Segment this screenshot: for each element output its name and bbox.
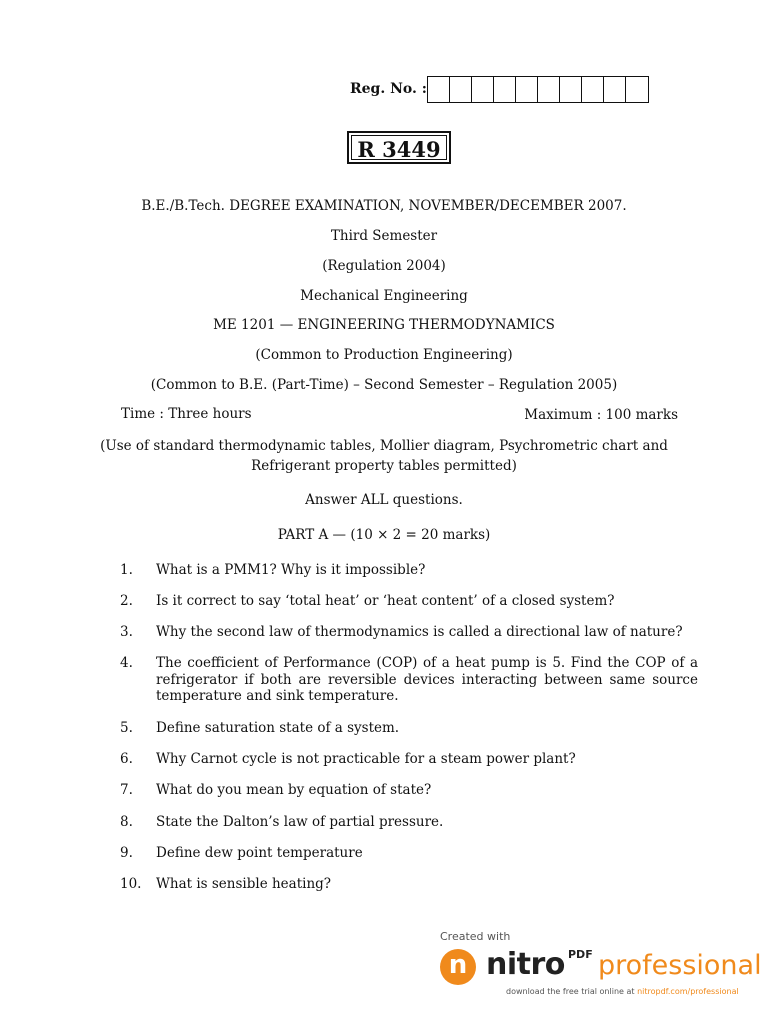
semester: Third Semester: [330, 228, 438, 244]
download-text: download the free trial online at: [506, 987, 635, 996]
maximum-marks: Maximum : 100 marks: [524, 407, 678, 423]
question-text: What do you mean by equation of state?: [156, 782, 432, 798]
question-text: Define saturation state of a system.: [156, 720, 400, 736]
question-text: Why Carnot cycle is not practicable for a steam power plant?: [156, 751, 576, 767]
reg-no-digit-box[interactable]: [428, 77, 450, 102]
nitro-watermark[interactable]: [440, 930, 760, 1020]
question-number: 4.: [120, 655, 133, 671]
professional-label: professional: [598, 950, 762, 981]
reg-no-digit-box[interactable]: [626, 77, 648, 102]
part-a-heading: PART A — (10 × 2 = 20 marks): [277, 527, 491, 543]
question-text: The coefficient of Performance (COP) of a heat pump is 5. Find the COP of a refrigerator if both are reversible devices interacting between same source temperature and sink temperature.: [156, 655, 698, 704]
note-line-2: Refrigerant property tables permitted): [251, 458, 517, 474]
question-number: 2.: [120, 593, 133, 609]
course-title: ME 1201 — ENGINEERING THERMODYNAMICS: [213, 317, 555, 333]
reg-no-digit-box[interactable]: [472, 77, 494, 102]
question-text: What is a PMM1? Why is it impossible?: [156, 562, 426, 578]
reg-no-digit-box[interactable]: [538, 77, 560, 102]
question-number: 3.: [120, 624, 133, 640]
download-note: [506, 987, 739, 996]
reg-no-boxes[interactable]: [427, 76, 649, 103]
reg-no-digit-box[interactable]: [604, 77, 626, 102]
reg-no-label: Reg. No. :: [350, 81, 427, 97]
common-to-1: (Common to Production Engineering): [255, 347, 513, 363]
download-link[interactable]: nitropdf.com/professional: [637, 987, 739, 996]
question-number: 9.: [120, 845, 133, 861]
question-text: Why the second law of thermodynamics is called a directional law of nature?: [156, 624, 683, 640]
question-text: What is sensible heating?: [156, 876, 332, 892]
question-text: Define dew point temperature: [156, 845, 363, 861]
paper-code: R 3449: [351, 135, 447, 160]
exam-title: B.E./B.Tech. DEGREE EXAMINATION, NOVEMBER/DECEMBER 2007.: [141, 198, 627, 214]
paper-code-box: [347, 131, 451, 164]
question-number: 10.: [120, 876, 142, 892]
nitro-brand: nitro: [486, 947, 565, 982]
question-number: 1.: [120, 562, 133, 578]
question-text: State the Dalton’s law of partial pressure.: [156, 814, 444, 830]
question-number: 6.: [120, 751, 133, 767]
nitro-logo-icon: n: [440, 949, 476, 985]
reg-no-digit-box[interactable]: [450, 77, 472, 102]
reg-no-digit-box[interactable]: [494, 77, 516, 102]
question-number: 5.: [120, 720, 133, 736]
time-allowed: Time : Three hours: [121, 406, 252, 422]
created-with-label: Created with: [440, 930, 511, 943]
question-text: Is it correct to say ‘total heat’ or ‘heat content’ of a closed system?: [156, 593, 615, 609]
department: Mechanical Engineering: [300, 288, 468, 304]
reg-no-digit-box[interactable]: [582, 77, 604, 102]
note-line-1: (Use of standard thermodynamic tables, Mollier diagram, Psychrometric chart and: [100, 438, 668, 454]
question-number: 7.: [120, 782, 133, 798]
reg-no-digit-box[interactable]: [516, 77, 538, 102]
question-number: 8.: [120, 814, 133, 830]
reg-no-digit-box[interactable]: [560, 77, 582, 102]
common-to-2: (Common to B.E. (Part-Time) – Second Semester – Regulation 2005): [150, 377, 618, 393]
regulation: (Regulation 2004): [322, 258, 446, 274]
pdf-label: PDF: [568, 948, 593, 961]
instruction: Answer ALL questions.: [305, 492, 463, 508]
